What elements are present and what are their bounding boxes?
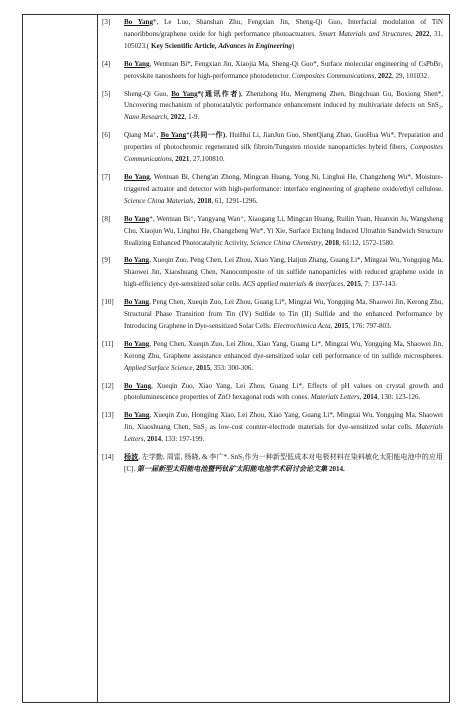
publication-table: [22, 14, 450, 703]
reference-item: [102, 297, 443, 333]
reference-text-segment: , 353: 300-306.: [210, 363, 254, 372]
reference-text-segment: ): [291, 41, 295, 50]
highlighted-author: Bo Yang: [171, 89, 198, 98]
reference-text-segment: 第一届新型太阳能电池暨钙钛矿太阳能电池学术研讨会论文集: [136, 465, 328, 473]
reference-text-segment: Electrochimica Acta: [273, 321, 331, 330]
reference-text-segment: 2021: [175, 155, 190, 164]
reference-number: [10]: [102, 298, 114, 307]
reference-text-segment: ⁺: [186, 131, 190, 140]
reference-text: [124, 17, 443, 53]
reference-text-segment: ,: [193, 196, 198, 205]
reference-number: [6]: [102, 131, 111, 140]
reference-number: [12]: [102, 381, 114, 390]
reference-text-segment: Materials Letters: [124, 423, 443, 444]
reference-text-segment: , Xueqin Zuo, Xiao Yang, Lei Zhou, Guang Li*, Effects of pH values on crystal growth and photoluminescence properties of ZnO hexagonal rods with cones.: [124, 381, 443, 402]
reference-text-segment: ,: [321, 238, 325, 247]
reference-text-segment: Smart Materials and Structures: [318, 29, 411, 38]
reference-text: [124, 339, 443, 375]
reference-number: [7]: [102, 172, 111, 181]
reference-item: [102, 381, 443, 405]
reference-text-segment: 2022: [377, 71, 392, 80]
reference-text-segment: , 左学勤, 周雷, 杨晓, & 李广*. SnS₂作为一种新型低成本对电极材料在染料敏化太阳能电池中的应用[C].: [124, 453, 443, 473]
reference-text-segment: *, Le Luo, Shanshan Zhu, Fengxian Jin, Sheng-Qi Guo, Interfacial modulation of TiN nanoribbons/graphene oxide for high performance photoactuators.: [124, 18, 444, 38]
reference-text: [124, 172, 443, 208]
reference-text-segment: *: [197, 89, 202, 98]
reference-text-segment: , 27,100810.: [189, 155, 225, 164]
reference-text-segment: , Xueqin Zuo, Hongjing Xiao, Lei Zhou, Xiao Yang, Guang Li*, Mingzai Wu, Yongqing Ma, Shaowei Jin, Xiaoshuang Chen, SnS₂ as low-cost counter-electrode materials for dye-sensitized solar cells.: [124, 411, 444, 432]
reference-item: [102, 17, 443, 53]
reference-item: [102, 59, 443, 83]
reference-text: [124, 255, 443, 291]
reference-number: [13]: [102, 411, 114, 420]
reference-text-segment: , 61:12, 1572-1580.: [339, 238, 395, 247]
reference-text-segment: Advances in Engineering: [218, 41, 292, 50]
highlighted-author: Bo Yang: [124, 256, 150, 265]
reference-text-segment: ,: [143, 435, 148, 444]
reference-text-segment: ⁺: [149, 214, 153, 223]
highlighted-author: Bo Yang: [124, 339, 150, 348]
reference-text-segment: , Xueqin Zuo, Peng Chen, Lei Zhou, Xiao Yang, Haijun Zhang, Guang Li*, Mingzai Wu, Yongqing Ma, Shaowei Jin, Xiaoshuang Chen, Nanocomposite of tin sulfide nanoparticles with reduced graphene oxide in high-efficiency dye-sensitized solar cells.: [124, 256, 443, 289]
reference-text-segment: , 31, 105023.(: [124, 29, 443, 50]
reference-text-segment: 2022: [170, 113, 185, 122]
reference-text-segment: 2018: [324, 238, 340, 247]
reference-text-segment: Sheng-Qi Guo,: [124, 89, 172, 98]
highlighted-author: Bo Yang: [124, 298, 150, 307]
highlighted-author: Bo Yang: [124, 411, 150, 420]
reference-text-segment: , 29, 101032.: [391, 71, 429, 80]
reference-text-segment: ACS applied materials & interfaces: [242, 280, 344, 289]
reference-text-segment: , Wentuan Bi⁺, Yangyang Wan⁺, Xiaogang Li, Mingcan Huang, Ruilin Yuan, Huanxin Ju, Wangsheng Chu, Xiaojun Wu, Linghui He, Changzheng Wu*, Yi Xie, Surface Etching Induced Ultrathin Sandwich Structure Realizing Enhanced Photocatalytic Activity,: [124, 214, 444, 247]
reference-text-segment: Science China Materials: [124, 196, 194, 205]
reference-number: [3]: [102, 18, 111, 26]
reference-text-segment: 2015: [334, 321, 349, 330]
reference-text-segment: , 176: 797-803.: [348, 321, 392, 330]
reference-text-segment: , Zhenzhong Hu, Mengmeng Zhen, Bingchuan Gu, Boxiong Shen*, Uncovering mechanism of photocatalytic performance enhancement induced by multivariate defects on SnS₂,: [124, 89, 444, 110]
reference-text-segment: , 61, 1291-1296.: [211, 196, 258, 205]
reference-text-segment: , Peng Chen, Xueqin Zuo, Lei Zhou, Guang Li*, Mingzai Wu, Yongqing Ma, Shaowei Jin, Kerong Zhu, Structural Phase Transition from Tin (IV) Sulfide to Tin (II) Sulfide and the enhanced Performance by Introducing Graphene in Dye-sensitized Solar Cells.: [124, 298, 443, 330]
reference-text-segment: ,: [171, 155, 176, 164]
table-label-column: [23, 15, 98, 702]
reference-text-segment: Applied Surface Science: [124, 363, 193, 372]
reference-text-segment: 2022: [415, 29, 430, 38]
reference-text: [124, 452, 443, 476]
reference-text-segment: , HuiHui Li, JianJun Guo, ShenQiang Zhao, GuoHua Wu*, Preparation and properties of photochromic regenerated silk fibroin/Tungsten trioxide nanoparticles hybrid fibers,: [124, 131, 443, 152]
reference-item: [102, 255, 443, 291]
highlighted-author: Bo Yang: [124, 59, 150, 68]
reference-item: [102, 214, 443, 250]
reference-item: [102, 89, 443, 125]
reference-text-segment: , Wentuan Bi*, Fengxian Jin, Xiaojia Ma, Sheng-Qi Guo*, Surface molecular engineering of CsPbBr₃ perovskite nanosheets for high-performance photodetector.: [124, 59, 444, 80]
reference-text-segment: 2018: [197, 196, 212, 205]
reference-text: [124, 59, 443, 83]
reference-text-segment: , Wentuan Bi, Cheng'an Zhong, Mingcan Huang, Yong Ni, Linghui He, Changzheng Wu*, Moisture-triggered actuator and detector with high-performance: interface engineering of graphene oxide/ethyl cellulose.: [124, 172, 444, 193]
reference-text: [124, 214, 443, 250]
reference-text-segment: 2015: [346, 280, 361, 289]
reference-text-segment: Composites Communications: [124, 143, 443, 164]
highlighted-author: Bo Yang: [124, 172, 150, 181]
reference-text-segment: , 7: 137-143.: [360, 280, 397, 289]
highlighted-author: Bo Yang: [160, 131, 187, 140]
reference-text-segment: Materials Letters: [310, 393, 360, 402]
reference-text: [124, 381, 443, 405]
reference-text-segment: (通讯作者): [201, 89, 242, 98]
reference-text-segment: ,: [410, 29, 416, 38]
reference-text-segment: (共同一作): [189, 131, 226, 140]
reference-text-segment: 2014: [147, 435, 162, 444]
highlighted-author: 杨波: [124, 453, 139, 462]
reference-text-segment: Qiang Ma⁺,: [124, 131, 161, 140]
reference-text-segment: , 133: 197-199.: [161, 435, 205, 444]
reference-text-segment: ,: [374, 71, 378, 80]
reference-number: [11]: [102, 339, 114, 348]
reference-text-segment: 2015: [196, 363, 211, 372]
reference-number: [14]: [102, 453, 114, 462]
reference-text-segment: ,: [343, 280, 347, 289]
reference-item: [102, 410, 443, 446]
reference-text-segment: 2014: [363, 393, 378, 402]
reference-text-segment: Nano Research: [124, 113, 167, 122]
reference-text-segment: Science China Chemistry: [250, 238, 322, 247]
reference-item: [102, 172, 443, 208]
highlighted-author: Bo Yang: [124, 18, 153, 26]
highlighted-author: Bo Yang: [124, 214, 150, 223]
reference-item: [102, 339, 443, 375]
reference-number: [5]: [102, 89, 111, 98]
reference-text: [124, 410, 443, 446]
reference-text: [124, 297, 443, 333]
reference-item: [102, 130, 443, 166]
reference-item: [102, 452, 443, 476]
reference-number: [4]: [102, 59, 111, 68]
reference-text-segment: , 1-9.: [184, 113, 200, 122]
reference-text-segment: ,: [167, 113, 171, 122]
reference-text-segment: Composites Communications: [291, 71, 375, 80]
reference-text-segment: ,: [330, 321, 335, 330]
reference-text-segment: ,: [359, 393, 364, 402]
reference-text-segment: , 130: 123-126.: [377, 393, 421, 402]
highlighted-author: Bo Yang: [124, 381, 152, 390]
reference-text: [124, 89, 443, 125]
reference-number: [8]: [102, 214, 111, 223]
reference-number: [9]: [102, 256, 111, 265]
reference-list: [102, 17, 443, 482]
reference-text-segment: ,: [192, 363, 197, 372]
reference-text-segment: Key Scientific Article,: [151, 41, 219, 50]
reference-text-segment: , Peng Chen, Xueqin Zuo, Lei Zhou, Xiao Yang, Guang Li*, Mingzai Wu, Yongqing Ma, Shaowei Jin, Kerong Zhu, Graphene assistance enhanced dye-sensitized solar cell performance of tin sulfide microspheres.: [124, 339, 444, 360]
reference-text: [124, 130, 443, 166]
reference-text-segment: 2014.: [327, 465, 345, 473]
